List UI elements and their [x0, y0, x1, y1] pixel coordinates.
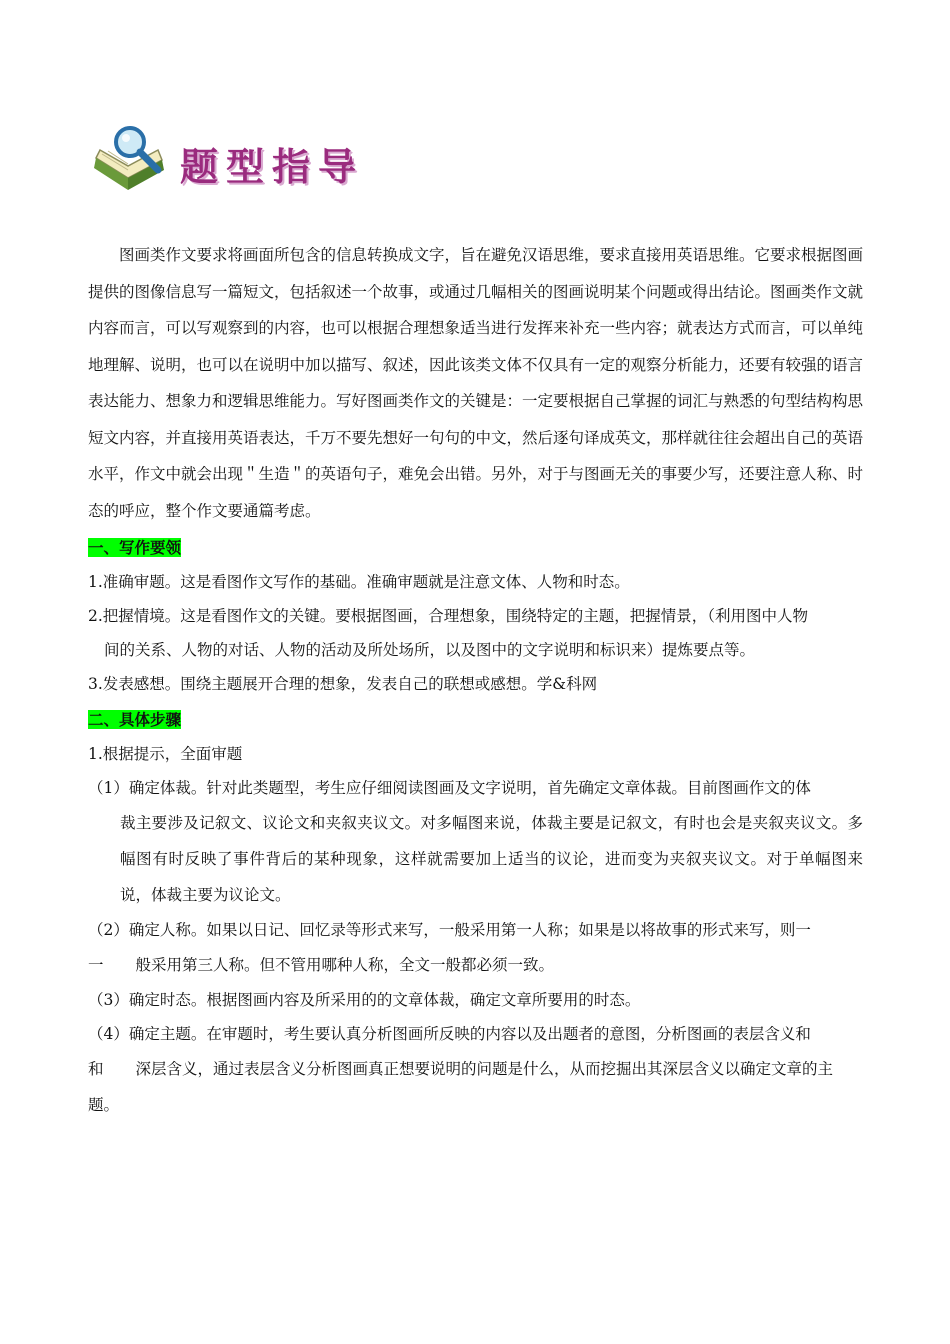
section-heading	[88, 703, 863, 737]
section-heading-text: 二、具体步骤	[88, 710, 182, 729]
list-item-continuation: 间的关系、人物的对话、人物的活动及所处场所，以及图中的文字说明和标识来）提炼要点等。	[104, 641, 756, 659]
line-lead: 一	[88, 956, 104, 974]
page-title: 题型指导	[180, 145, 365, 189]
list-item: （2）确定人称。如果以日记、回忆录等形式来写，一般采用第一人称；如果是以将故事的形式来写，则一	[88, 921, 811, 939]
step-title: 1.根据提示，全面审题	[88, 745, 243, 763]
list-item: 1.准确审题。这是看图作文写作的基础。准确审题就是注意文体、人物和时态。	[88, 573, 630, 591]
list-item-continuation: 裁主要涉及记叙文、议论文和夹叙夹议文。对多幅图来说，体裁主要是记叙文，有时也会是夹叙夹议文。多幅图有时反映了事件背后的某种现象，这样就需要加上适当的议论，进而变为夹叙夹议文。对于单幅图来说，体裁主要为议论文。	[120, 814, 863, 904]
list-item: （3）确定时态。根据图画内容及所采用的的文章体裁，确定文章所要用的时态。	[88, 991, 641, 1009]
line-lead: 和	[88, 1060, 104, 1078]
list-item-continuation	[88, 947, 863, 983]
list-item: （1）确定体裁。针对此类题型，考生应仔细阅读图画及文字说明，首先确定文章体裁。目前图画作文的体	[88, 779, 811, 797]
list-item: （4）确定主题。在审题时，考生要认真分析图画所反映的内容以及出题者的意图，分析图画的表层含义和	[88, 1025, 811, 1043]
list-item-continuation	[88, 1051, 863, 1123]
list-item: 3.发表感想。围绕主题展开合理的想象，发表自己的联想或感想。学&科网	[88, 675, 598, 693]
line-text: 深层含义，通过表层含义分析图画真正想要说明的问题是什么，从而挖掘出其深层含义以确定文章的主题。	[88, 1060, 834, 1114]
document-body	[88, 237, 863, 1123]
section-header	[88, 120, 388, 200]
list-item: 2.把握情境。这是看图作文的关键。要根据图画，合理想象，围绕特定的主题，把握情景，（利用图中人物	[88, 607, 809, 625]
section-heading	[88, 531, 863, 565]
line-text: 般采用第三人称。但不管用哪种人称，全文一般都必须一致。	[135, 956, 555, 974]
section-heading-text: 一、写作要领	[88, 538, 182, 557]
intro-paragraph: 图画类作文要求将画面所包含的信息转换成文字，旨在避免汉语思维，要求直接用英语思维。它要求根据图画提供的图像信息写一篇短文，包括叙述一个故事，或通过几幅相关的图画说明某个问题或得出结论。图画类作文就内容而言，可以写观察到的内容，也可以根据合理想象适当进行发挥来补充一些内容；就表达方式而言，可以单纯地理解、说明，也可以在说明中加以描写、叙述，因此该类文体不仅具有一定的观察分析能力，还要有较强的语言表达能力、想象力和逻辑思维能力。写好图画类作文的关键是：一定要根据自己掌握的词汇与熟悉的句型结构构思短文内容，并直接用英语表达，千万不要先想好一句句的中文，然后逐句译成英文，那样就往往会超出自己的英语水平，作文中就会出现＂生造＂的英语句子，难免会出错。另外，对于与图画无关的事要少写，还要注意人称、时态的呼应，整个作文要通篇考虑。	[88, 246, 864, 520]
magnifier-book-icon	[88, 120, 188, 200]
